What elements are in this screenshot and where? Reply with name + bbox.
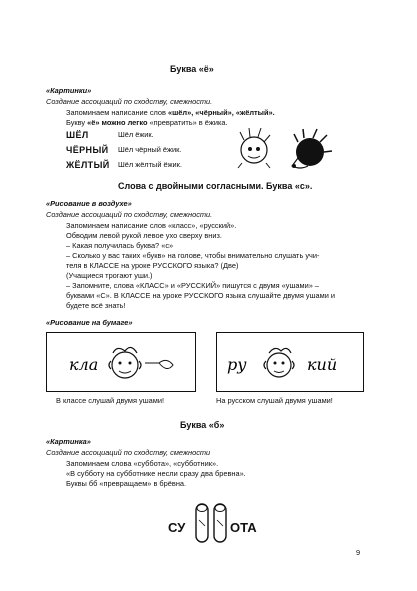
hedgehog-outline-icon xyxy=(238,128,270,168)
word-chyorny: ЧЁРНЫЙ xyxy=(66,145,109,155)
section2-line1: Запоминаем написание слов «класс», «русский». xyxy=(66,221,237,230)
boy-face-klass-icon xyxy=(47,333,195,391)
logs-bb-icon xyxy=(194,500,228,546)
hedgehog-drawings xyxy=(228,122,340,178)
section4-subtitle: «Картинка» xyxy=(46,437,91,446)
section4-title: Буква «б» xyxy=(180,420,225,430)
line1-words: «шёл», «чёрный», «жёлтый». xyxy=(168,108,275,117)
section1-title: Буква «ё» xyxy=(170,64,214,74)
section2-line2: Обводим левой рукой левое ухо сверху вниз. xyxy=(66,231,222,240)
line2-prefix: Букву xyxy=(66,118,88,127)
page-number: 9 xyxy=(356,548,361,557)
line2-suffix: «превратить» в ёжика. xyxy=(147,118,228,127)
phrase-shel: Шёл ёжик. xyxy=(118,130,154,139)
section2-subtitle: «Рисование в воздухе» xyxy=(46,199,132,208)
section2-line7: – Запомните, слова «КЛАСС» и «РУССКИЙ» пишутся с двумя «ушами» – xyxy=(66,281,319,290)
word-zhyolty: ЖЁЛТЫЙ xyxy=(66,160,110,170)
pic2-word-right: кий xyxy=(307,355,338,374)
caption-russky: На русском слушай двумя ушами! xyxy=(216,396,333,405)
picture-klass-frame xyxy=(46,332,196,392)
section2-title: Слова с двойными согласными. Буква «с». xyxy=(118,181,313,191)
subbota-word-right: ОТА xyxy=(230,520,257,535)
picture-russky-frame xyxy=(216,332,364,392)
line1-prefix: Запоминаем написание слов xyxy=(66,108,169,117)
section2-line9: будете всё знать! xyxy=(66,301,126,310)
section1-subtitle: «Картинки» xyxy=(46,86,92,95)
section4-line3: Буквы бб «превращаем» в брёвна. xyxy=(66,479,187,488)
hedgehog-black-icon xyxy=(292,129,332,168)
section2-method: Создание ассоциаций по сходству, смежности. xyxy=(46,210,213,219)
section2-line6: (Учащиеся трогают уши.) xyxy=(66,271,153,280)
section4-line1: Запоминаем слова «суббота», «субботник». xyxy=(66,459,219,468)
subbota-word-left: СУ xyxy=(168,520,186,535)
section2-line8: буквами «С». В КЛАССЕ на уроке РУССКОГО языка слушайте двумя ушами и xyxy=(66,291,336,300)
section1-line1 xyxy=(66,108,275,118)
section4-line2: «В субботу на субботнике несли сразу два бревна». xyxy=(66,469,246,478)
section2-line3: – Какая получилась буква? «с» xyxy=(66,241,174,250)
phrase-chyorny: Шёл чёрный ёжик. xyxy=(118,145,182,154)
section1-line2 xyxy=(66,118,228,128)
pic1-word: кла xyxy=(69,355,99,374)
boy-face-russky-icon xyxy=(217,333,363,391)
section3-subtitle: «Рисование на бумаге» xyxy=(46,318,133,327)
section2-line5: теля в КЛАССЕ на уроке РУССКОГО языка? (Две) xyxy=(66,261,239,270)
pic2-word-left: ру xyxy=(227,355,247,374)
section1-method: Создание ассоциаций по сходству, смежности. xyxy=(46,97,213,106)
section2-line4: – Сколько у вас таких «букв» на голове, чтобы внимательно слушать учи- xyxy=(66,251,320,260)
phrase-zhyolty: Шёл жёлтый ёжик. xyxy=(118,160,182,169)
caption-klass: В классе слушай двумя ушами! xyxy=(56,396,165,405)
line2-bold: «ё» можно легко xyxy=(87,118,148,127)
section4-method: Создание ассоциаций по сходству, смежности xyxy=(46,448,211,457)
word-shel: ШЁЛ xyxy=(66,130,89,140)
